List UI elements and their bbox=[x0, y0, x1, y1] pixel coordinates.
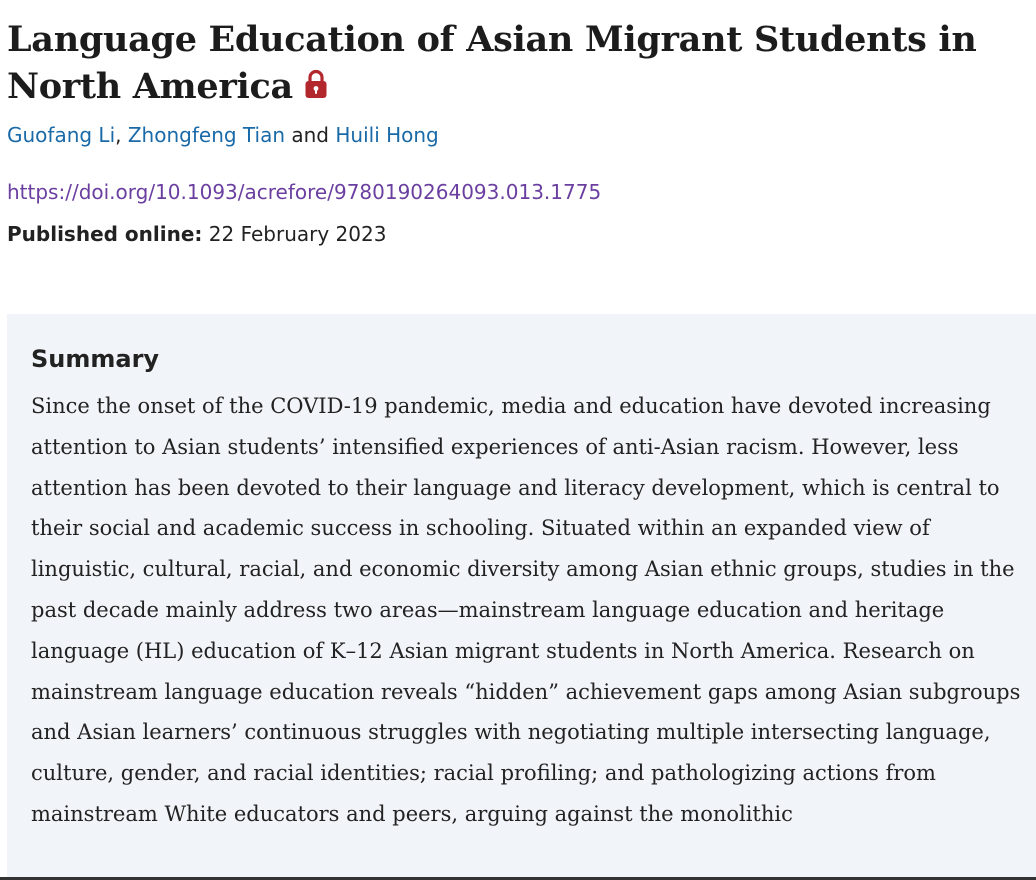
author-link[interactable]: Huili Hong bbox=[335, 123, 439, 147]
lock-icon bbox=[305, 64, 327, 111]
summary-text: Since the onset of the COVID-19 pandemic, media and education have devoted increasing attention to Asian students’ intensified experiences of anti-Asian racism. However, less attention has been devoted to their language and literacy development, which is central to their social and academic success in schooling. Situated within an expanded view of linguistic, cultural, racial, and economic diversity among Asian ethnic groups, studies in the past decade mainly address two areas—mainstream language education and heritage language (HL) education of K–12 Asian migrant students in North America. Research on mainstream language education reveals “hidden” achievement gaps among Asian subgroups and Asian learners’ continuous struggles with negotiating multiple intersecting language, culture, gender, and racial identities; racial profiling; and pathologizing actions from mainstream White educators and peers, arguing against the monolithic bbox=[31, 394, 1021, 826]
doi-link[interactable]: https://doi.org/10.1093/acrefore/9780190264093.013.1775 bbox=[7, 180, 602, 204]
author-separator: , bbox=[115, 123, 128, 147]
article-title-text: Language Education of Asian Migrant Students in North America bbox=[7, 19, 977, 107]
author-link[interactable]: Guofang Li bbox=[7, 123, 116, 147]
published-date: 22 February 2023 bbox=[208, 222, 387, 246]
article-title bbox=[7, 16, 1007, 110]
author-link[interactable]: Zhongfeng Tian bbox=[127, 123, 286, 147]
author-list bbox=[7, 120, 439, 150]
published-date-line bbox=[7, 219, 386, 249]
summary-section bbox=[7, 314, 1036, 880]
author-conjunction: and bbox=[285, 123, 336, 147]
summary-heading: Summary bbox=[31, 345, 160, 373]
published-label: Published online: bbox=[7, 222, 203, 246]
